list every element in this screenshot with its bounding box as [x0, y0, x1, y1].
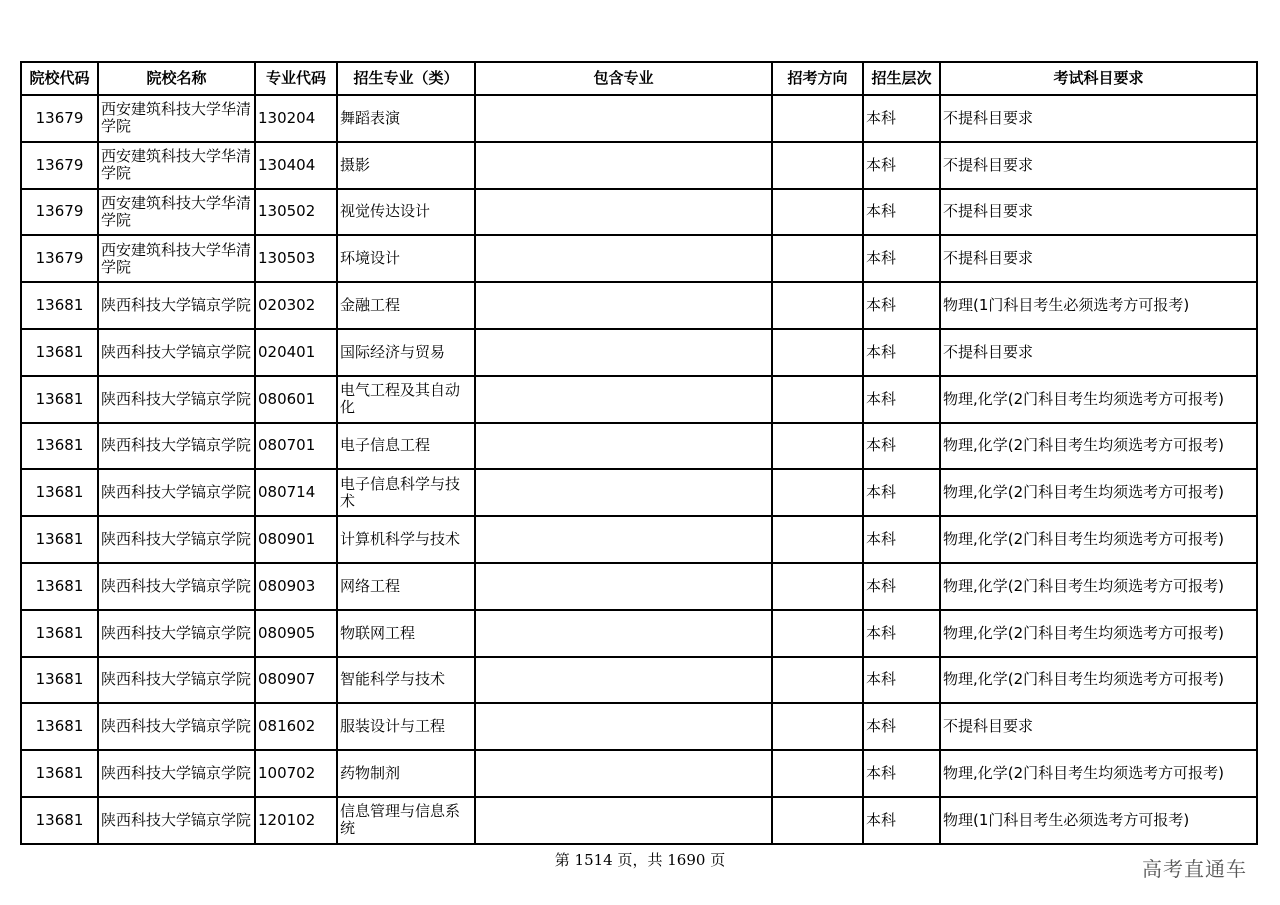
cell-subject-requirement: 物理,化学(2门科目考生均须选考方可报考) [940, 423, 1257, 470]
cell-included-majors [475, 563, 772, 610]
cell-subject-requirement: 物理,化学(2门科目考生均须选考方可报考) [940, 563, 1257, 610]
table-row [21, 797, 1257, 844]
cell-included-majors [475, 657, 772, 704]
table-row [21, 329, 1257, 376]
cell-subject-requirement: 物理,化学(2门科目考生均须选考方可报考) [940, 610, 1257, 657]
cell-major: 电子信息科学与技术 [337, 469, 475, 516]
cell-school-name: 西安建筑科技大学华清学院 [98, 142, 255, 189]
cell-school-name: 陕西科技大学镐京学院 [98, 469, 255, 516]
cell-school-name: 陕西科技大学镐京学院 [98, 516, 255, 563]
table-row [21, 563, 1257, 610]
cell-included-majors [475, 376, 772, 423]
cell-subject-requirement: 物理,化学(2门科目考生均须选考方可报考) [940, 657, 1257, 704]
cell-included-majors [475, 235, 772, 282]
cell-school-name: 陕西科技大学镐京学院 [98, 376, 255, 423]
cell-included-majors [475, 95, 772, 142]
cell-school-code: 13681 [21, 797, 98, 844]
cell-school-code: 13679 [21, 142, 98, 189]
cell-school-code: 13681 [21, 516, 98, 563]
cell-major-code: 080601 [255, 376, 337, 423]
cell-major: 服装设计与工程 [337, 703, 475, 750]
cell-school-code: 13681 [21, 657, 98, 704]
table-row [21, 423, 1257, 470]
enrollment-table [20, 61, 1258, 845]
cell-included-majors [475, 282, 772, 329]
cell-direction [772, 95, 863, 142]
cell-school-name: 陕西科技大学镐京学院 [98, 610, 255, 657]
cell-level: 本科 [863, 329, 940, 376]
header-major: 招生专业（类） [337, 62, 475, 95]
header-level: 招生层次 [863, 62, 940, 95]
header-school-name: 院校名称 [98, 62, 255, 95]
cell-major: 智能科学与技术 [337, 657, 475, 704]
cell-subject-requirement: 不提科目要求 [940, 703, 1257, 750]
cell-level: 本科 [863, 563, 940, 610]
cell-major-code: 080714 [255, 469, 337, 516]
cell-included-majors [475, 142, 772, 189]
cell-school-code: 13679 [21, 95, 98, 142]
cell-direction [772, 703, 863, 750]
cell-included-majors [475, 610, 772, 657]
cell-included-majors [475, 329, 772, 376]
cell-major: 物联网工程 [337, 610, 475, 657]
table-row [21, 750, 1257, 797]
cell-direction [772, 189, 863, 236]
cell-level: 本科 [863, 282, 940, 329]
cell-school-code: 13681 [21, 563, 98, 610]
cell-direction [772, 329, 863, 376]
cell-major: 摄影 [337, 142, 475, 189]
cell-major-code: 080901 [255, 516, 337, 563]
cell-direction [772, 469, 863, 516]
cell-subject-requirement: 不提科目要求 [940, 95, 1257, 142]
cell-school-name: 陕西科技大学镐京学院 [98, 423, 255, 470]
cell-level: 本科 [863, 797, 940, 844]
table-row [21, 703, 1257, 750]
watermark-text: 高考直通车 [1142, 857, 1247, 881]
cell-included-majors [475, 423, 772, 470]
cell-subject-requirement: 物理(1门科目考生必须选考方可报考) [940, 282, 1257, 329]
cell-major-code: 130503 [255, 235, 337, 282]
cell-level: 本科 [863, 189, 940, 236]
header-school-code: 院校代码 [21, 62, 98, 95]
cell-direction [772, 142, 863, 189]
cell-level: 本科 [863, 142, 940, 189]
cell-major-code: 020302 [255, 282, 337, 329]
cell-direction [772, 282, 863, 329]
cell-subject-requirement: 物理,化学(2门科目考生均须选考方可报考) [940, 469, 1257, 516]
cell-school-name: 陕西科技大学镐京学院 [98, 797, 255, 844]
cell-level: 本科 [863, 657, 940, 704]
cell-school-code: 13681 [21, 376, 98, 423]
table-row [21, 610, 1257, 657]
table-row [21, 657, 1257, 704]
cell-level: 本科 [863, 750, 940, 797]
cell-major-code: 080905 [255, 610, 337, 657]
cell-level: 本科 [863, 423, 940, 470]
cell-level: 本科 [863, 703, 940, 750]
cell-school-name: 陕西科技大学镐京学院 [98, 703, 255, 750]
cell-level: 本科 [863, 610, 940, 657]
cell-school-code: 13681 [21, 610, 98, 657]
cell-major-code: 081602 [255, 703, 337, 750]
cell-level: 本科 [863, 516, 940, 563]
cell-major-code: 130204 [255, 95, 337, 142]
cell-major: 电气工程及其自动化 [337, 376, 475, 423]
table-row [21, 142, 1257, 189]
cell-subject-requirement: 物理,化学(2门科目考生均须选考方可报考) [940, 750, 1257, 797]
cell-school-name: 陕西科技大学镐京学院 [98, 750, 255, 797]
cell-direction [772, 516, 863, 563]
cell-school-code: 13681 [21, 750, 98, 797]
header-major-code: 专业代码 [255, 62, 337, 95]
cell-direction [772, 610, 863, 657]
table-header [21, 62, 1257, 95]
cell-school-code: 13681 [21, 469, 98, 516]
cell-major: 视觉传达设计 [337, 189, 475, 236]
cell-included-majors [475, 189, 772, 236]
cell-major: 舞蹈表演 [337, 95, 475, 142]
cell-subject-requirement: 物理,化学(2门科目考生均须选考方可报考) [940, 516, 1257, 563]
cell-level: 本科 [863, 235, 940, 282]
table-row [21, 376, 1257, 423]
cell-school-code: 13681 [21, 329, 98, 376]
cell-subject-requirement: 不提科目要求 [940, 235, 1257, 282]
table-row [21, 516, 1257, 563]
cell-major: 信息管理与信息系统 [337, 797, 475, 844]
table-row [21, 189, 1257, 236]
cell-direction [772, 797, 863, 844]
table-body [21, 95, 1257, 844]
cell-level: 本科 [863, 376, 940, 423]
cell-school-name: 陕西科技大学镐京学院 [98, 282, 255, 329]
cell-school-name: 陕西科技大学镐京学院 [98, 563, 255, 610]
table-row [21, 235, 1257, 282]
cell-level: 本科 [863, 469, 940, 516]
header-included-majors: 包含专业 [475, 62, 772, 95]
page-number: 第 1514 页，共 1690 页 [554, 851, 726, 869]
cell-subject-requirement: 物理,化学(2门科目考生均须选考方可报考) [940, 376, 1257, 423]
cell-major-code: 130404 [255, 142, 337, 189]
cell-school-code: 13681 [21, 423, 98, 470]
cell-major: 环境设计 [337, 235, 475, 282]
table-row [21, 282, 1257, 329]
header-subject-requirement: 考试科目要求 [940, 62, 1257, 95]
cell-major: 网络工程 [337, 563, 475, 610]
cell-major: 计算机科学与技术 [337, 516, 475, 563]
table-row [21, 469, 1257, 516]
cell-direction [772, 563, 863, 610]
cell-included-majors [475, 516, 772, 563]
cell-subject-requirement: 物理(1门科目考生必须选考方可报考) [940, 797, 1257, 844]
cell-direction [772, 657, 863, 704]
cell-school-code: 13681 [21, 282, 98, 329]
cell-major: 国际经济与贸易 [337, 329, 475, 376]
cell-major-code: 080903 [255, 563, 337, 610]
cell-included-majors [475, 703, 772, 750]
header-direction: 招考方向 [772, 62, 863, 95]
cell-school-name: 西安建筑科技大学华清学院 [98, 235, 255, 282]
cell-direction [772, 423, 863, 470]
cell-included-majors [475, 750, 772, 797]
cell-subject-requirement: 不提科目要求 [940, 142, 1257, 189]
cell-included-majors [475, 797, 772, 844]
cell-major: 金融工程 [337, 282, 475, 329]
cell-school-name: 陕西科技大学镐京学院 [98, 657, 255, 704]
cell-direction [772, 750, 863, 797]
cell-school-code: 13681 [21, 703, 98, 750]
cell-subject-requirement: 不提科目要求 [940, 189, 1257, 236]
cell-major-code: 080701 [255, 423, 337, 470]
cell-school-code: 13679 [21, 235, 98, 282]
cell-major: 电子信息工程 [337, 423, 475, 470]
cell-major-code: 120102 [255, 797, 337, 844]
cell-direction [772, 235, 863, 282]
cell-major-code: 080907 [255, 657, 337, 704]
cell-major: 药物制剂 [337, 750, 475, 797]
cell-school-name: 西安建筑科技大学华清学院 [98, 95, 255, 142]
cell-subject-requirement: 不提科目要求 [940, 329, 1257, 376]
table-row [21, 95, 1257, 142]
header-row [21, 62, 1257, 95]
cell-level: 本科 [863, 95, 940, 142]
cell-school-name: 陕西科技大学镐京学院 [98, 329, 255, 376]
cell-included-majors [475, 469, 772, 516]
cell-major-code: 020401 [255, 329, 337, 376]
cell-major-code: 130502 [255, 189, 337, 236]
cell-direction [772, 376, 863, 423]
cell-school-name: 西安建筑科技大学华清学院 [98, 189, 255, 236]
cell-major-code: 100702 [255, 750, 337, 797]
cell-school-code: 13679 [21, 189, 98, 236]
